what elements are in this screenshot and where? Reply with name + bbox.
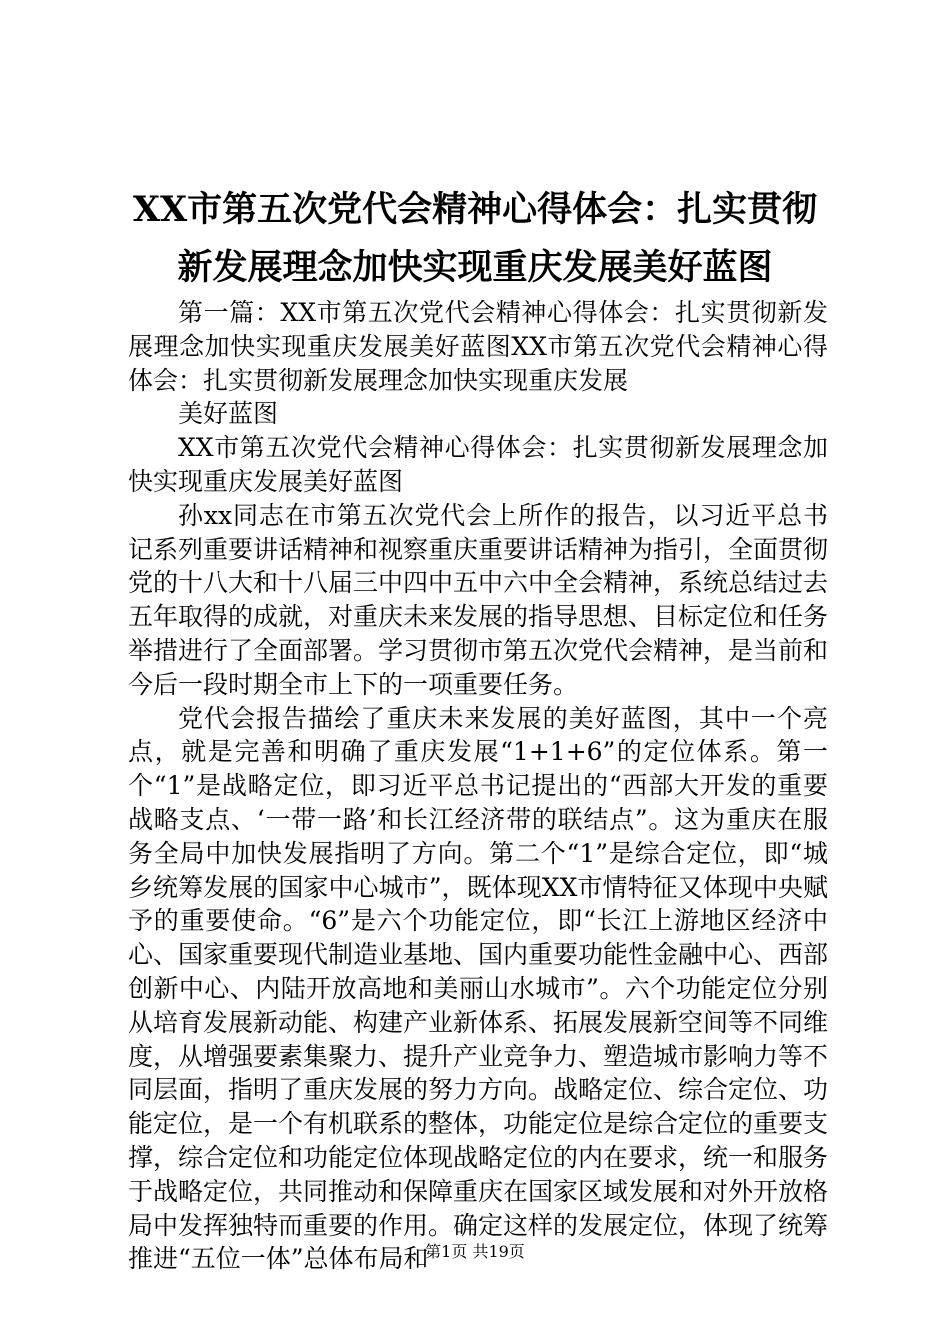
paragraph-5: 党代会报告描绘了重庆未来发展的美好蓝图，其中一个亮点，就是完善和明确了重庆发展“1+1+6”的定位体系。第一个“1”是战略定位，即习近平总书记提出的“西部大开发的重要战略支点、‘一带一路’和长江经济带的联结点”。这为重庆在服务全局中加快发展指明了方向。第二个“1”是综合定位，即“城乡统筹发展的国家中心城市”，既体现XX市情特征又体现中央赋予的重要使命。“6”是六个功能定位，即“长江上游地区经济中心、国家重要现代制造业基地、国内重要功能性金融中心、西部创新中心、内陆开放高地和美丽山水城市”。六个功能定位分别从培育发展新动能、构建产业新体系、拓展发展新空间等不同维度，从增强要素集聚力、提升产业竞争力、塑造城市影响力等不同层面，指明了重庆发展的努力方向。战略定位、综合定位、功能定位，是一个有机联系的整体，功能定位是综合定位的重要支撑，综合定位和功能定位体现战略定位的内在要求，统一和服务于战略定位，共同推动和保障重庆在国家区域发展和对外开放格局中发挥独特而重要的作用。确定这样的发展定位，体现了统筹推进“五位一体”总体布局和: [128, 703, 829, 1274]
document-title-line-1: XX市第五次党代会精神心得体会：扎实贯彻: [132, 189, 818, 230]
page-number-footer: 第1页 共19页: [425, 1242, 525, 1261]
paragraph-4: 孙xx同志在市第五次党代会上所作的报告，以习近平总书记系列重要讲话精神和视察重庆重要讲话精神为指引，全面贯彻党的十八大和十八届三中四中五中六中全会精神，系统总结过去五年取得的成就，对重庆未来发展的指导思想、目标定位和任务举措进行了全面部署。学习贯彻市第五次党代会精神，是当前和今后一段时期全市上下的一项重要任务。: [128, 500, 829, 699]
paragraph-3: XX市第五次党代会精神心得体会：扎实贯彻新发展理念加快实现重庆发展美好蓝图: [128, 433, 828, 496]
document-title-line-2: 新发展理念加快实现重庆发展美好蓝图: [177, 247, 773, 288]
paragraph-2: 美好蓝图: [178, 399, 279, 429]
paragraph-1: 第一篇：XX市第五次党代会精神心得体会：扎实贯彻新发展理念加快实现重庆发展美好蓝图XX市第五次党代会精神心得体会：扎实贯彻新发展理念加快实现重庆发展: [128, 298, 828, 395]
document-body: [128, 296, 828, 1276]
